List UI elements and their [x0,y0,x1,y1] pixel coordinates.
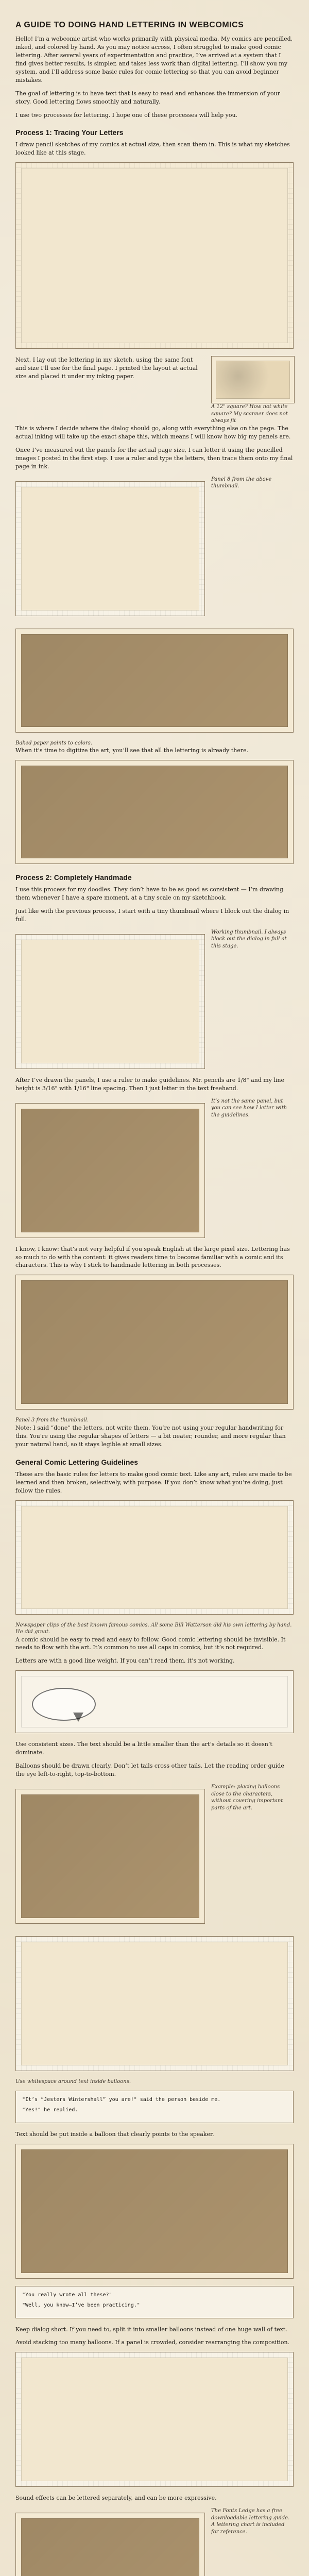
process-1-paragraph-5: When it’s time to digitize the art, you’ll see that all the lettering is already there. [15,747,249,754]
bubbles-panel-figure-4 [15,2352,294,2487]
process-2-panel-image [21,1280,288,1404]
process-2-guidelines-image [21,1109,199,1232]
bubbles-caption-1: Example: placing balloons close to the characters, without covering important parts of the art. [211,1784,283,1811]
intro-paragraph-3: I use two processes for lettering. I hope one of these processes will help you. [15,111,238,118]
process-1-caption-2: Panel 8 from the above thumbnail. [211,476,272,489]
process-1-right-col-2 [211,476,294,490]
final-caption: The Fonts Ledge has a free downloadable lettering guide. A lettering chart is included for reference. [211,2508,290,2535]
process-1-row [15,356,294,425]
process-2-right-col-1 [211,929,294,950]
page-title: A GUIDE TO DOING HAND LETTERING IN WEBCOMICS [15,21,244,29]
process-1-final-figure [15,760,294,864]
process-2-thumb-figure [15,934,205,1069]
process-2-caption-1: Working thumbnail. I always block out the dialog in full at this stage. [211,929,287,949]
process-1-paragraph-4: Once I’ve measured out the panels for the actual page size, I can letter it using the pencilled images I posted in the first step. I use a ruler and type the letters, then trace them onto my final page in ink. [15,446,293,470]
process-1-row-2 [15,476,294,623]
process-1-right-col [211,356,294,425]
process-1-final-image [21,766,288,858]
bubbles-paragraph-3: Avoid stacking too many balloons. If a panel is crowded, consider rearranging the composition. [15,2339,290,2346]
bubbles-caption-2: Use whitespace around text inside balloons. [15,2079,131,2085]
bubbles-panel-figure-2 [15,1936,294,2071]
bubbles-right-col-1 [211,1784,294,1811]
process-2-guidelines-figure [15,1103,205,1238]
process-2-caption-2: It’s not the same panel, but you can see how I letter with the guidelines. [211,1098,287,1118]
process-2-row-2 [15,1098,294,1245]
process-2-paragraph-2: Just like with the previous process, I start with a tiny thumbnail where I block out the dialog in full. [15,907,289,923]
bubbles-paragraph-1: Text should be put inside a balloon that clearly points to the speaker. [15,2130,214,2138]
process-1-paragraph-2: Next, I lay out the lettering in my sketch, using the same font and size I’ll use for the final page. I printed the layout at actual size and placed it under my inking paper. [15,357,198,380]
bubbles-quote-2 [15,2286,294,2318]
bubbles-paragraph-4: Sound effects can be lettered separately, and can be more expressive. [15,2495,217,2502]
process-2-left-col-1 [15,929,205,1076]
bubbles-panel-figure-3 [15,2144,294,2279]
bubbles-panel-image-4 [21,2358,288,2481]
rules-paragraph-3-a: Letters are [15,1657,49,1665]
intro-paragraph-2: The goal of lettering is to have text that is easy to read and enhances the immersion of your story. Good lettering flows smoothly and naturally. [15,90,280,105]
process-1-left-col [15,356,205,386]
process-1-paragraph-1: I draw pencil sketches of my comics at actual size, then scan them in. This is what my sketches looked like at this stage. [15,141,290,157]
process-2-row-1 [15,929,294,1076]
bubbles-panel-image-3 [21,2149,288,2273]
process-2-paragraph-4: I know, I know: that’s not very helpful if you speak English at the large pixel size. Lettering has so much to do with the content: it gives readers time to become familiar with a comic and its characters. This is why I stick to handmade lettering in both processes. [15,1245,290,1269]
rules-caption-1: Newspaper clips of the best known famous comics. All some Bill Watterson did his own lettering by hand. He did great. [15,1622,292,1635]
rules-paragraph-2: A comic should be easy to read and easy to follow. Good comic lettering should be invisible. It needs to flow with the art. It’s common to use all caps in comics, but it’s not required. [15,1636,286,1651]
rules-comic-strip-figure [15,1500,294,1615]
process-1-layout-image [21,487,199,611]
process-2-left-col-2 [15,1098,205,1245]
final-figure [15,2513,205,2576]
process-2-paragraph-3: After I’ve drawn the panels, I use a ruler to make guidelines. Mr. pencils are 1/8" and my line height is 3/16" with 1/16" line spacing. Then I just letter in the text freehand. [15,1076,285,1092]
final-right-col [211,2507,294,2535]
bubbles-panel-image-1 [21,1794,199,1918]
rules-balloons-figure [15,1670,294,1733]
process-1-thumb [211,356,295,403]
process-1-inking-image [21,634,288,727]
rules-heading: General Comic Lettering Guidelines [15,1458,139,1466]
process-2-paragraph-5: Note: I said “done” the letters, not write them. You’re not using your regular handwriting for this. You’re using the regular shapes of letters — a bit neater, rounder, and more regular than your natural hand, so it stays legible at small sizes. [15,1424,286,1448]
process-2-panel-figure [15,1275,294,1410]
bubbles-left-col-1 [15,1784,205,1931]
bubbles-paragraph-2: Keep dialog short. If you need to, split it into smaller balloons instead of one huge wall of text. [15,2326,287,2333]
process-1-caption-3: Baked paper points to colors. [15,740,93,746]
process-2-thumb-image [21,940,199,1063]
rules-paragraph-3 [15,1657,294,1665]
bubbles-quote-1-line-1: "It’s “Jesters Wintershall” you are!" said the person beside me. [22,2096,221,2103]
process-1-sketch-image [21,168,288,343]
process-1-left-col-2 [15,476,205,623]
process-2-caption-3: Panel 3 from the thumbnail. [15,1417,89,1423]
process-1-layout-figure [15,481,205,616]
bubbles-quote-1-line-2: "Yes!" he replied. [22,2107,78,2113]
process-1-sketch-figure [15,162,294,349]
rules-paragraph-4: Use consistent sizes. The text should be a little smaller than the art’s details so it doesn’t dominate. [15,1741,272,1756]
rules-paragraph-3-b: with a good line weight. If you can’t read them, it’s not working. [49,1657,235,1665]
process-2-right-col-2 [211,1098,294,1119]
final-row [15,2507,294,2576]
process-1-paragraph-3: This is where I decide where the dialog should go, along with everything else on the page. The actual inking will take up the exact shape this, which means I will know how big my panels are. [15,425,291,440]
rules-paragraph-5: Balloons should be drawn clearly. Don’t let tails cross other tails. Let the reading order guide the eye left-to-right, top-to-bottom. [15,1762,284,1778]
bubbles-quote-1 [15,2091,294,2123]
intro-paragraph-1: Hello! I’m a webcomic artist who works primarily with physical media. My comics are pencilled, inked, and colored by hand. As you may notice across, I often struggled to make good comic lettering. After several years of experimentation and practice, I’ve arrived at a system that I find gives better results, is simpler, and takes less work than digital lettering. I’ll show you my system, and I’ll address some basic rules for comic lettering so that you can avoid beginner mistakes. [15,36,293,83]
process-2-heading: Process 2: Completely Handmade [15,873,132,882]
process-1-inking-figure [15,629,294,733]
final-image [21,2518,199,2576]
process-2-paragraph-1: I use this process for my doodles. They don’t have to be as good as consistent — I’m drawing them whenever I have a spare moment, at a tiny scale on my sketchbook. [15,886,283,901]
bubbles-row-1 [15,1784,294,1931]
rules-paragraph-1: These are the basic rules for letters to make good comic text. Like any art, rules are made to be learned and then broken, selectively, with purpose. If you don’t know what you’re doing, just follow the rules. [15,1470,292,1494]
bubbles-panel-image-2 [21,1942,288,2065]
rules-balloons-image [21,1676,288,1727]
process-1-thumb-image [216,361,290,399]
content-column [15,21,294,2576]
bubbles-quote-2-line-2: "Well, you know—I’ve been practicing." [22,2302,140,2308]
rules-comic-strip-image [21,1506,288,1609]
process-1-caption-1: A 12" square? How not white square? My scanner does not always fit [211,404,288,424]
bubbles-panel-figure-1 [15,1789,205,1924]
process-1-heading: Process 1: Tracing Your Letters [15,128,124,137]
bubbles-quote-2-line-1: "You really wrote all these?" [22,2292,112,2298]
final-left-col [15,2507,205,2576]
